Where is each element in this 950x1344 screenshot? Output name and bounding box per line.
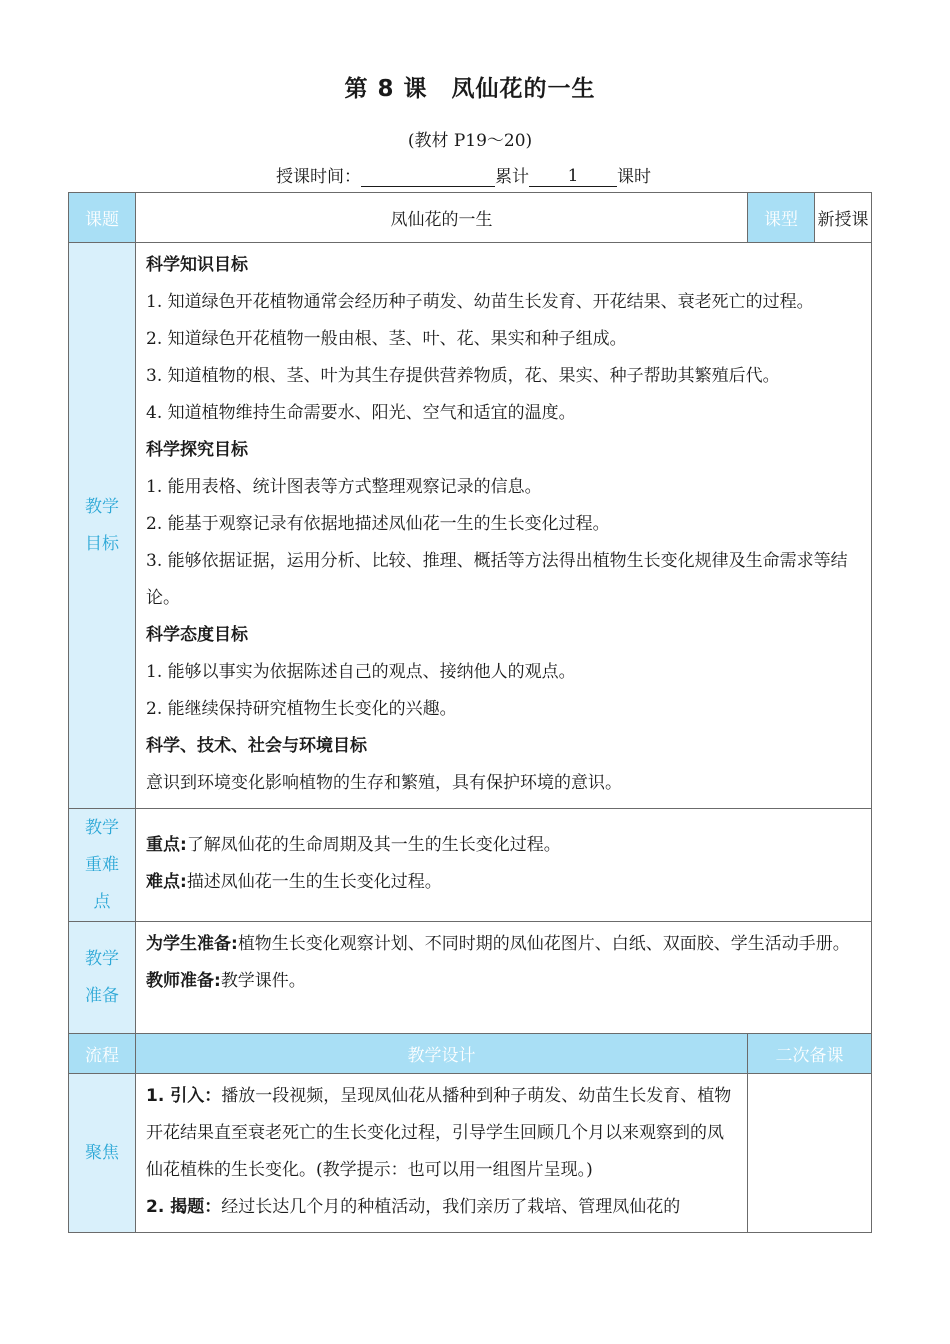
lesson-meta (276, 162, 651, 187)
flow-header-row (69, 1034, 872, 1074)
time-blank (361, 166, 495, 187)
prep-row (69, 922, 872, 1034)
design-col-header: 教学设计 (136, 1034, 748, 1074)
flow-col-header: 流程 (69, 1034, 136, 1074)
cumulative-label: 累计 (495, 167, 529, 187)
goal-item: 4. 知道植物维持生命需要水、阳光、空气和适宜的温度。 (146, 403, 576, 423)
teacher-prep: 教师准备:教学课件。 (146, 971, 306, 991)
textbook-pages: (教材 P19～20) (407, 131, 533, 151)
goal-item: 1. 知道绿色开花植物通常会经历种子萌发、幼苗生长发育、开花结果、衰老死亡的过程。 (146, 292, 814, 312)
key-points-label: 教学 重难 点 (69, 809, 136, 922)
focus-label: 聚焦 (69, 1074, 136, 1233)
hours-value: 1 (529, 166, 617, 187)
goal-heading: 科学态度目标 (146, 625, 248, 645)
topic-label: 课题 (69, 193, 136, 243)
lesson-plan-table (68, 192, 872, 1233)
goal-item: 1. 能够以事实为依据陈述自己的观点、接纳他人的观点。 (146, 662, 576, 682)
time-label: 授课时间： (276, 167, 361, 187)
goal-item: 1. 能用表格、统计图表等方式整理观察记录的信息。 (146, 477, 542, 497)
goals-label: 教学 目标 (69, 243, 136, 809)
key-points-content (136, 809, 872, 922)
type-value: 新授课 (815, 193, 872, 243)
prep-content (136, 922, 872, 1034)
revision-col-header: 二次备课 (748, 1034, 872, 1074)
difficult-point: 难点:描述凤仙花一生的生长变化过程。 (146, 872, 442, 892)
goal-item: 2. 知道绿色开花植物一般由根、茎、叶、花、果实和种子组成。 (146, 329, 627, 349)
key-points-row (69, 809, 872, 922)
focus-content (136, 1074, 748, 1233)
goal-item: 意识到环境变化影响植物的生存和繁殖，具有保护环境的意识。 (146, 773, 622, 793)
goal-heading: 科学探究目标 (146, 440, 248, 460)
goal-item: 3. 知道植物的根、茎、叶为其生存提供营养物质，花、果实、种子帮助其繁殖后代。 (146, 366, 780, 386)
page-title: 第 8 课 凤仙花的一生 (344, 76, 596, 102)
prep-label: 教学 准备 (69, 922, 136, 1034)
goals-content (136, 243, 872, 809)
goal-heading: 科学知识目标 (146, 255, 248, 275)
goal-heading: 科学、技术、社会与环境目标 (146, 736, 367, 756)
goal-item: 2. 能基于观察记录有依据地描述凤仙花一生的生长变化过程。 (146, 514, 610, 534)
goals-row (69, 243, 872, 809)
goal-item: 2. 能继续保持研究植物生长变化的兴趣。 (146, 699, 457, 719)
student-prep: 为学生准备:植物生长变化观察计划、不同时期的凤仙花图片、白纸、双面胶、学生活动手册。 (146, 934, 850, 954)
reveal-paragraph: 2. 揭题：经过长达几个月的种植活动，我们亲历了栽培、管理凤仙花的 (146, 1197, 681, 1217)
key-point: 重点:了解凤仙花的生命周期及其一生的生长变化过程。 (146, 835, 561, 855)
revision-cell (748, 1074, 872, 1233)
topic-row (69, 193, 872, 243)
goal-item: 3. 能够依据证据，运用分析、比较、推理、概括等方法得出植物生长变化规律及生命需求等结论。 (146, 551, 848, 608)
topic-value: 凤仙花的一生 (136, 193, 748, 243)
focus-row (69, 1074, 872, 1233)
intro-paragraph: 1. 引入：播放一段视频，呈现凤仙花从播种到种子萌发、幼苗生长发育、植物开花结果直至衰老死亡的生长变化过程，引导学生回顾几个月以来观察到的凤仙花植株的生长变化。(教学提示：也可以用一组图片呈现。) (146, 1086, 732, 1180)
type-label: 课型 (748, 193, 815, 243)
hours-unit: 课时 (617, 167, 651, 187)
